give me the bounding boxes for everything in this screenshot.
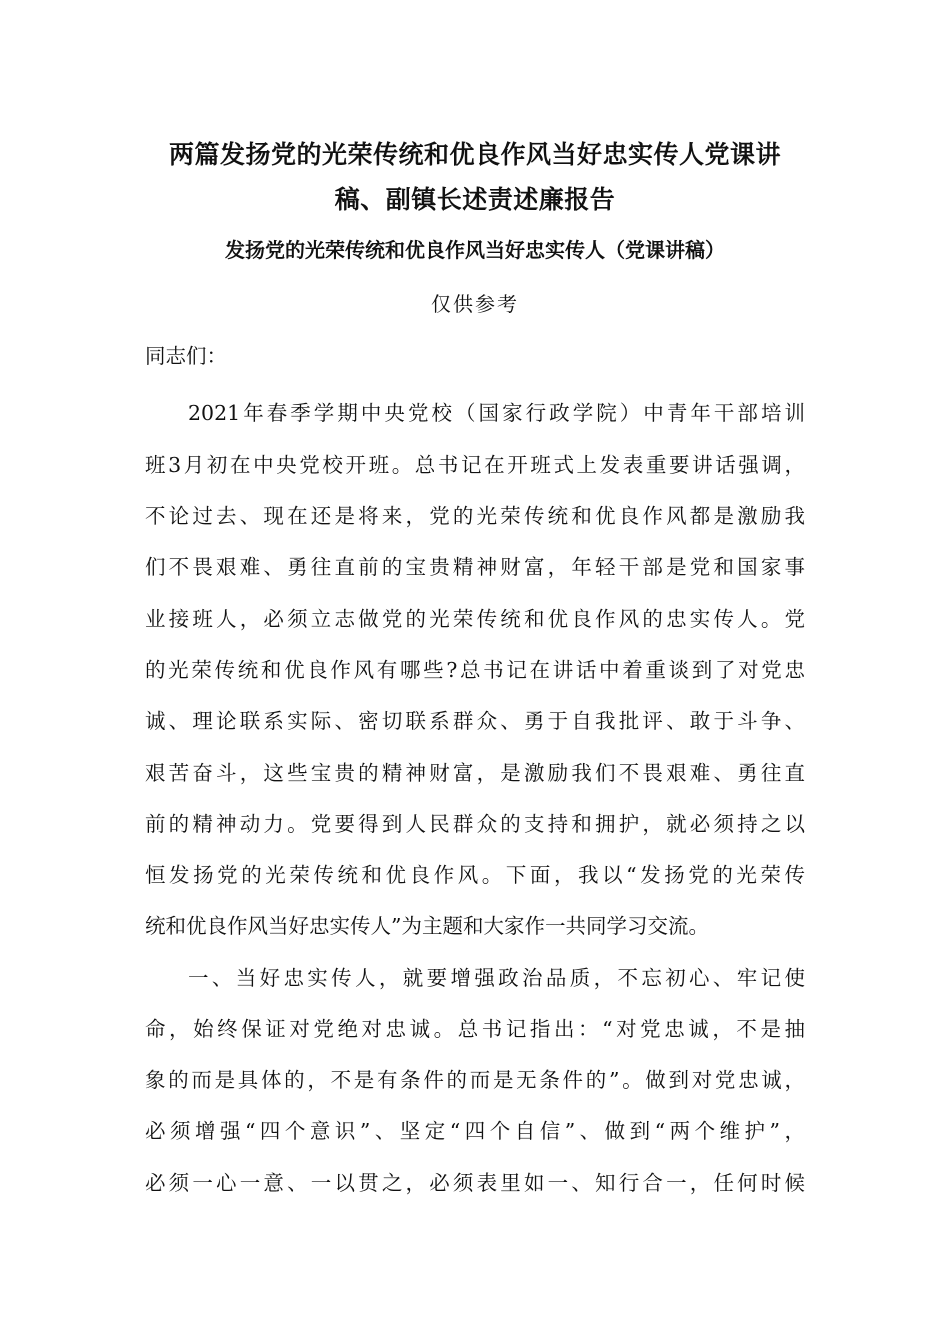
- paragraph-1-line: 不论过去、现在还是将来，党的光荣传统和优良作风都是激励我: [145, 504, 805, 528]
- paragraph-1-line: 2021年春季学期中央党校（国家行政学院）中青年干部培训: [188, 401, 805, 425]
- salutation: 同志们：: [145, 344, 227, 368]
- document-title-line-2: 稿、副镇长述责述廉报告: [334, 185, 616, 214]
- paragraph-1-line: 前的精神动力。党要得到人民群众的支持和拥护，就必须持之以: [145, 812, 805, 836]
- paragraph-1-line: 的光荣传统和优良作风有哪些?总书记在讲话中着重谈到了对党忠: [145, 658, 805, 682]
- document-subtitle: 发扬党的光荣传统和优良作风当好忠实传人（党课讲稿）: [225, 238, 725, 262]
- paragraph-2-line: 象的而是具体的，不是有条件的而是无条件的”。做到对党忠诚，: [145, 1068, 805, 1092]
- paragraph-1-line: 们不畏艰难、勇往直前的宝贵精神财富，年轻干部是党和国家事: [145, 555, 805, 579]
- paragraph-1-line: 诚、理论联系实际、密切联系群众、勇于自我批评、敢于斗争、: [145, 709, 805, 733]
- paragraph-1-line: 班3月初在中央党校开班。总书记在开班式上发表重要讲话强调，: [145, 453, 805, 477]
- paragraph-1-line: 艰苦奋斗，这些宝贵的精神财富，是激励我们不畏艰难、勇往直: [145, 761, 805, 785]
- document-title-line-1: 两篇发扬党的光荣传统和优良作风当好忠实传人党课讲: [168, 140, 781, 169]
- paragraph-2-line: 命，始终保证对党绝对忠诚。总书记指出：“对党忠诚，不是抽: [145, 1017, 805, 1041]
- paragraph-2-line: 一、当好忠实传人，就要增强政治品质，不忘初心、牢记使: [188, 966, 805, 990]
- paragraph-1-line: 业接班人，必须立志做党的光荣传统和优良作风的忠实传人。党: [145, 607, 805, 631]
- reference-note: 仅供参考: [431, 292, 519, 316]
- paragraph-1-line: 恒发扬党的光荣传统和优良作风。下面，我以“发扬党的光荣传: [145, 863, 805, 887]
- paragraph-1-line: 统和优良作风当好忠实传人”为主题和大家作一共同学习交流。: [145, 914, 709, 938]
- paragraph-2-line: 必须增强“四个意识”、坚定“四个自信”、做到“两个维护”，: [145, 1119, 805, 1143]
- paragraph-2-line: 必须一心一意、一以贯之，必须表里如一、知行合一，任何时候: [145, 1171, 805, 1195]
